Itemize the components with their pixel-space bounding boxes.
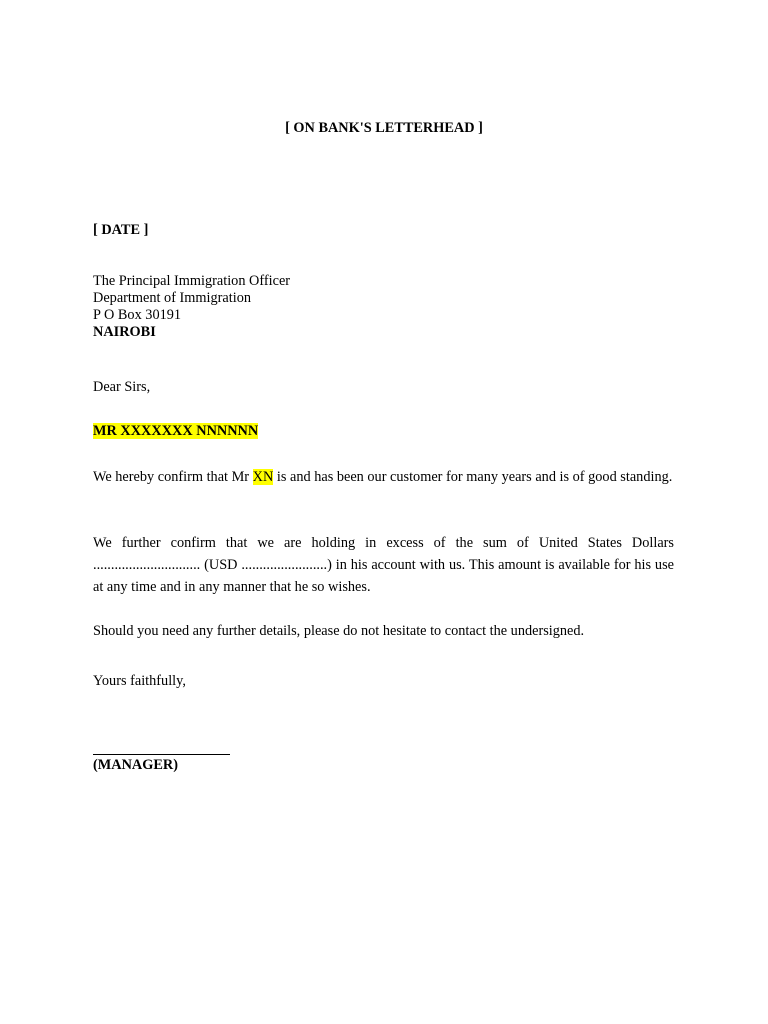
- paragraph-contact: Should you need any further details, please do not hesitate to contact the undersigned.: [93, 623, 585, 639]
- signatory-title: (MANAGER): [93, 757, 178, 773]
- subject-text: MR XXXXXXX NNNNNN: [93, 423, 259, 439]
- paragraph-confirmation-end: is and has been our customer for many years and is of good standing.: [273, 469, 673, 485]
- recipient-line-1: The Principal Immigration Officer: [93, 273, 291, 289]
- paragraph-funds: We further confirm that we are holding in excess of the sum of United States Dollars .............................. (USD ........................) in his account with us. This amount is available for his use at any time and in any manner that he so wishes.: [93, 535, 674, 595]
- recipient-city: NAIROBI: [93, 324, 156, 340]
- recipient-line-3: P O Box 30191: [93, 307, 182, 323]
- salutation: Dear Sirs,: [93, 379, 151, 395]
- paragraph-confirmation-start: We hereby confirm that Mr: [93, 469, 253, 485]
- date-placeholder: [ DATE ]: [93, 222, 149, 238]
- subject-line: [93, 423, 258, 440]
- customer-initials: XN: [252, 469, 274, 485]
- letterhead-placeholder: [ ON BANK'S LETTERHEAD ]: [285, 120, 483, 136]
- signature-line: [93, 754, 230, 755]
- paragraph-confirmation: [93, 466, 674, 488]
- recipient-line-2: Department of Immigration: [93, 290, 252, 306]
- closing: Yours faithfully,: [93, 673, 186, 689]
